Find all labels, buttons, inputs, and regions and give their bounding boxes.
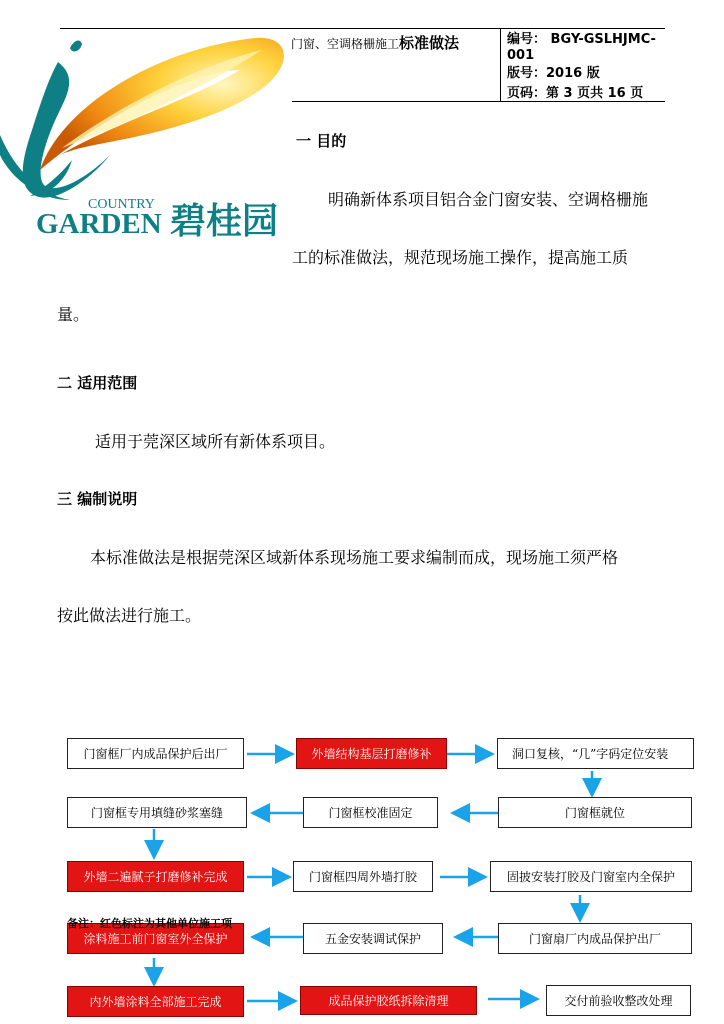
notes-line-1: 本标准做法是根据莞深区域新体系现场施工要求编制而成，现场施工须严格: [90, 548, 619, 567]
doc-number-label: 编号：: [507, 32, 547, 47]
flow-step-putty-complete: 外墙二遍腻子打磨修补完成: [67, 861, 244, 892]
logo-cn-text: 碧桂园: [170, 200, 279, 242]
flow-step-frame-in-place: 门窗框就位: [498, 797, 692, 828]
section-heading-scope: 二 适用范围: [57, 374, 138, 392]
scope-line-1: 适用于莞深区域所有新体系项目。: [95, 432, 336, 451]
flow-step-mortar-fill: 门窗框专用填缝砂浆塞缝: [67, 797, 247, 828]
flow-step-frame-calibrate: 门窗框校准固定: [303, 797, 438, 828]
flow-step-opening-recheck: 洞口复核，“几”字码定位安装: [497, 738, 694, 769]
doc-number-value: BGY-GSLHJMC-: [550, 32, 656, 47]
logo-country-text: COUNTRY: [88, 197, 155, 212]
title-big: 标准做法: [399, 34, 460, 52]
doc-version: 版号：2016 版: [507, 66, 600, 81]
doc-page: 页码：第 3 页共 16 页: [507, 86, 644, 101]
logo-garden-text: GARDEN: [36, 208, 162, 240]
notes-line-2: 按此做法进行施工。: [57, 606, 202, 625]
purpose-line-3: 量。: [57, 305, 90, 324]
flow-step-exterior-base-repair: 外墙结构基层打磨修补: [296, 738, 447, 769]
flow-step-glass-install-protect: 固披安装打胶及门窗室内全保护: [490, 861, 692, 892]
flow-step-frame-leave-factory: 门窗框厂内成品保护后出厂: [67, 738, 244, 769]
flow-step-sash-leave-factory: 门窗扇厂内成品保护出厂: [498, 923, 692, 954]
flow-step-remove-protection: 成品保护胶纸拆除清理: [300, 986, 477, 1015]
title-small: 门窗、空调格栅施工: [291, 37, 400, 51]
purpose-line-1: 明确新体系项目铝合金门窗安装、空调格栅施: [328, 190, 649, 209]
flow-step-final-inspection: 交付前验收整改处理: [546, 985, 691, 1016]
doc-number-value-2: 001: [507, 48, 535, 63]
flowchart-note: 备注：红色标注为其他单位施工项: [67, 917, 232, 930]
section-heading-purpose: 一 目的: [296, 132, 347, 150]
flow-step-hardware-install: 五金安装调试保护: [303, 923, 443, 954]
purpose-line-2: 工的标准做法，规范现场施工操作，提高施工质: [292, 248, 629, 267]
flow-step-paint-complete: 内外墙涂料全部施工完成: [67, 986, 244, 1017]
flow-step-frame-sealant: 门窗框四周外墙打胶: [293, 861, 433, 892]
flow-step-exterior-protect: 涂料施工前门窗室外全保护: [67, 923, 244, 954]
section-heading-notes: 三 编制说明: [57, 490, 138, 508]
